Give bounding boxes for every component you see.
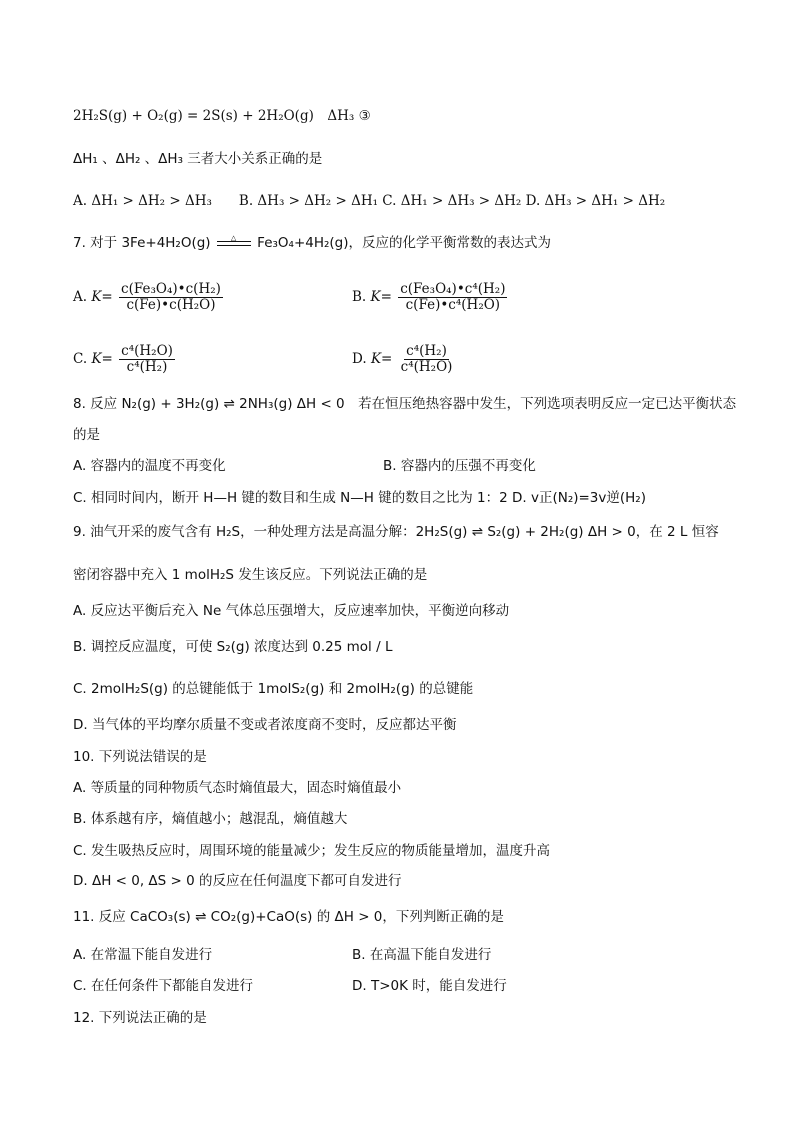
q12-stem: 12. 下列说法正确的是	[73, 1010, 207, 1026]
q10-option-b: B. 体系越有序，熵值越小；越混乱，熵值越大	[73, 811, 348, 827]
heat-triangle-label: △	[230, 234, 237, 242]
q7-option-a: A. K= $\frac{\text{c(Fe₃O₄)•c(H₂)}}{\text{c(Fe)•c(H₂O)}}$	[73, 281, 221, 313]
q8-option-a: A. 容器内的温度不再变化	[73, 458, 226, 474]
q7-stem-left: 7. 对于 3Fe+4H₂O(g)	[73, 235, 211, 251]
q6-stem: ΔH₁ 、ΔH₂ 、ΔH₃ 三者大小关系正确的是	[73, 151, 323, 167]
q7-stem-right: Fe₃O₄+4H₂(g)，反应的化学平衡常数的表达式为	[257, 235, 552, 251]
q9-option-a: A. 反应达平衡后充入 Ne 气体总压强增大，反应速率加快，平衡逆向移动	[73, 603, 510, 619]
q6-options: A. ΔH₁ > ΔH₂ > ΔH₃ B. ΔH₃ > ΔH₂ > ΔH₁ C. ΔH₁ > ΔH₃ > ΔH₂ D. ΔH₃ > ΔH₁ > ΔH₂	[73, 193, 666, 209]
fraction: $\frac{\text{c⁴(H₂O)}}{\text{c⁴(H₂)}}$	[121, 343, 173, 375]
fraction: $\frac{\text{c(Fe₃O₄)•c(H₂)}}{\text{c(Fe)•c(H₂O)}}$	[121, 281, 221, 313]
q11-option-d: D. T>0K 时，能自发进行	[352, 978, 507, 994]
q9-option-c: C. 2molH₂S(g) 的总键能低于 1molS₂(g) 和 2molH₂(g) 的总键能	[73, 681, 474, 697]
q11-option-c: C. 在任何条件下都能自发进行	[73, 978, 254, 994]
q7-stem	[73, 234, 551, 252]
q7-option-c: C. K= $\frac{\text{c⁴(H₂O)}}{\text{c⁴(H₂)}}$	[73, 343, 173, 375]
q7-option-b: B. K= $\frac{\text{c(Fe₃O₄)•c⁴(H₂)}}{\text{c(Fe)•c⁴(H₂O)}}$	[352, 281, 506, 313]
q8-option-b: B. 容器内的压强不再变化	[383, 458, 536, 474]
q10-stem: 10. 下列说法错误的是	[73, 749, 207, 765]
fraction: $\frac{\text{c(Fe₃O₄)•c⁴(H₂)}}{\text{c(Fe)•c⁴(H₂O)}}$	[400, 281, 506, 313]
q9-stem-line1: 9. 油气开采的废气含有 H₂S，一种处理方法是高温分解：2H₂S(g) ⇌ S₂(g) + 2H₂(g) ΔH > 0，在 2 L 恒容	[73, 524, 719, 540]
fraction: $\frac{\text{c⁴(H₂)}}{\text{c⁴(H₂O)}}$	[400, 343, 453, 375]
q9-stem-line2: 密闭容器中充入 1 molH₂S 发生该反应。下列说法正确的是	[73, 567, 428, 583]
q9-option-d: D. 当气体的平均摩尔质量不变或者浓度商不变时，反应都达平衡	[73, 717, 457, 733]
q10-option-a: A. 等质量的同种物质气态时熵值最大，固态时熵值最小	[73, 780, 402, 796]
q8-stem-line2: 的是	[73, 427, 100, 443]
q8-option-cd: C. 相同时间内，断开 H—H 键的数目和生成 N—H 键的数目之比为 1：2 D. v正(N₂)=3v逆(H₂)	[73, 490, 646, 506]
q11-option-a: A. 在常温下能自发进行	[73, 947, 213, 963]
heat-equilibrium-arrow-icon	[217, 236, 251, 250]
q8-stem-line1: 8. 反应 N₂(g) + 3H₂(g) ⇌ 2NH₃(g) ΔH < 0 若在恒压绝热容器中发生，下列选项表明反应一定已达平衡状态	[73, 396, 737, 412]
q10-option-d: D. ΔH < 0, ΔS > 0 的反应在任何温度下都可自发进行	[73, 873, 402, 889]
q11-option-b: B. 在高温下能自发进行	[352, 947, 492, 963]
q7-option-d: D. K= $\frac{\text{c⁴(H₂)}}{\text{c⁴(H₂O)}}$	[352, 343, 453, 375]
q11-stem: 11. 反应 CaCO₃(s) ⇌ CO₂(g)+CaO(s) 的 ΔH > 0，下列判断正确的是	[73, 909, 504, 925]
q10-option-c: C. 发生吸热反应时，周围环境的能量减少；发生反应的物质能量增加，温度升高	[73, 843, 551, 859]
q9-option-b: B. 调控反应温度，可使 S₂(g) 浓度达到 0.25 mol / L	[73, 639, 393, 655]
equation-3: 2H₂S(g) + O₂(g) = 2S(s) + 2H₂O(g) ΔH₃ ③	[73, 108, 371, 124]
